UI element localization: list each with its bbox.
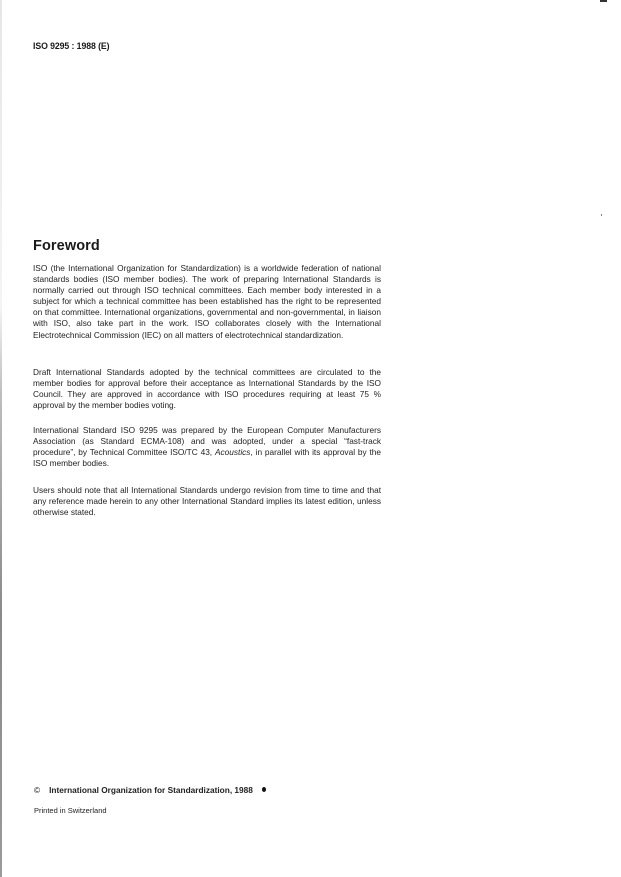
paragraph-3-text-before: International Standard ISO 9295 was prepared by the European Computer Manufacturers Association (as Standard ECMA-108) and was adopted, under a special “fast-track procedure”, by Technical Committee ISO/TC 43, [33, 425, 381, 458]
paragraph-3-text-after: , in parallel with its approval by the ISO member bodies. [33, 447, 382, 469]
committee-name-acoustics: Acoustics [214, 447, 251, 458]
scan-speck [601, 214, 602, 216]
scan-mark [600, 0, 607, 2]
copyright-icon: © [34, 785, 41, 795]
foreword-paragraph-3 [33, 425, 381, 469]
printed-in-note: Printed in Switzerland [34, 806, 107, 815]
bullet-dot-icon [262, 787, 266, 792]
copyright-line [34, 785, 266, 795]
foreword-paragraph-2: Draft International Standards adopted by the technical committees are circulated to the member bodies for approval before their acceptance as International Standards by the ISO Council. They are approved in accordance with ISO procedures requiring at least 75 % approval by the member bodies voting. [33, 367, 381, 411]
foreword-heading: Foreword [33, 238, 100, 254]
foreword-paragraph-4: Users should note that all International Standards undergo revision from time to time and that any reference made herein to any other International Standard implies its latest edition, unless otherwise stated. [33, 485, 381, 518]
page-edge-shadow [0, 0, 2, 877]
document-id: ISO 9295 : 1988 (E) [33, 41, 110, 52]
copyright-text: International Organization for Standardization, 1988 [49, 785, 253, 795]
foreword-paragraph-1: ISO (the International Organization for Standardization) is a worldwide federation of national standards bodies (ISO member bodies). The work of preparing International Standards is normally carried out through ISO technical committees. Each member body interested in a subject for which a technical committee has been established has the right to be represented on that committee. International organizations, governmental and non-governmental, in liaison with ISO, also take part in the work. ISO collaborates closely with the International Electrotechnical Commission (IEC) on all matters of electrotechnical standardization. [33, 263, 381, 340]
